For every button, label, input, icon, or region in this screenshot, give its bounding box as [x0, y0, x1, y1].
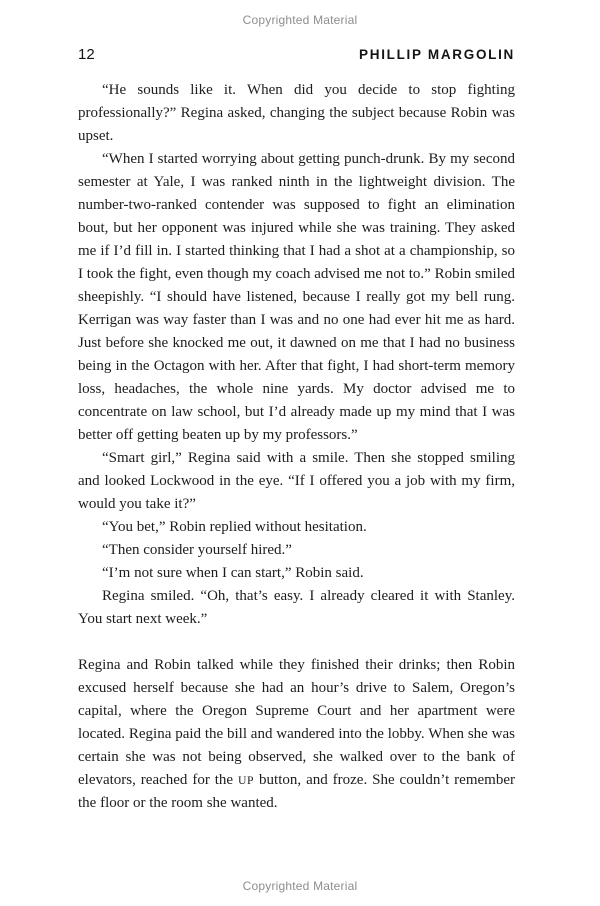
paragraph — [78, 516, 515, 539]
author-name: PHILLIP MARGOLIN — [359, 47, 515, 62]
paragraph — [78, 562, 515, 585]
paragraph — [78, 447, 515, 516]
copyright-notice-bottom: Copyrighted Material — [242, 879, 358, 893]
paragraph-text: “You bet,” Robin replied without hesitation. — [102, 519, 367, 535]
body-text — [78, 79, 515, 815]
paragraph — [78, 79, 515, 148]
paragraph — [78, 539, 515, 562]
paragraph-text: “When I started worrying about getting punch-drunk. By my second semester at Yale, I was ranked ninth in the lightweight division. The number-two-ranked contender was supposed to fight an elimination bout, but her opponent was injured while she was training. They asked me if I’d fill in. I started thinking that I had a shot at a championship, so I took the fight, even though my coach advised me not to.” Robin smiled sheepishly. “I should have listened, because I really got my bell rung. Kerrigan was way faster than I was and no one had ever hit me as hard. Just before she knocked me out, it dawned on me that I had no business being in the Octagon with her. After that fight, I had short-term memory loss, headaches, the whole nine yards. My doctor advised me to concentrate on law school, but I’d already made up my mind that I was better off getting beaten up by my professors.” — [78, 151, 515, 443]
page-number: 12 — [78, 46, 95, 63]
paragraph-text: Regina and Robin talked while they finished their drinks; then Robin excused herself because she had an hour’s drive to Salem, Oregon’s capital, where the Oregon Supreme Court and her apartment were located. Regina paid the bill and wandered into the lobby. When she was certain she was not being observed, she walked over to the bank of elevators, reached for the — [78, 657, 515, 788]
paragraph — [78, 654, 515, 815]
copyright-notice-top: Copyrighted Material — [242, 13, 358, 27]
paragraph-text: Regina smiled. “Oh, that’s easy. I already cleared it with Stanley. You start next week.” — [78, 588, 515, 627]
paragraph-text: button, and froze. She couldn’t remember the floor or the room she wanted. — [78, 772, 515, 811]
smallcaps-text: UP — [238, 774, 255, 787]
paragraph-text: “Smart girl,” Regina said with a smile. Then she stopped smiling and looked Lockwood in the eye. “If I offered you a job with my firm, would you take it?” — [78, 450, 515, 512]
paragraph-text: “I’m not sure when I can start,” Robin said. — [102, 565, 364, 581]
paragraph-text: “He sounds like it. When did you decide to stop fighting professionally?” Regina asked, changing the subject because Robin was upset. — [78, 82, 515, 144]
page-header — [78, 46, 515, 63]
paragraph — [78, 148, 515, 447]
paragraph — [78, 585, 515, 631]
paragraph-text: “Then consider yourself hired.” — [102, 542, 292, 558]
